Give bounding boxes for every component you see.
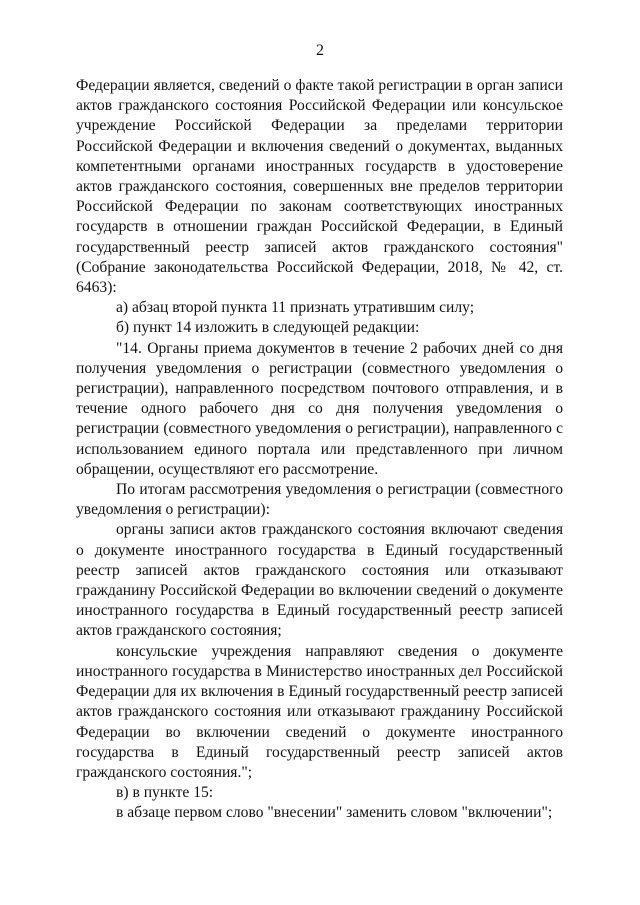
page-number: 2 [316,42,324,59]
paragraph-clause-14: "14. Органы приема документов в течение 2 рабочих дней со дня получения уведомления о регистрации (совместного уведомления о регистрации), направленного посредством почтового отправления, и в течение одного рабочего дня со дня получения уведомления о регистрации (совместного уведомления о регистрации), направленного с использованием единого портала или представленного при личном обращении, осуществляют его рассмотрение. [76,339,563,478]
paragraph-item-a: а) абзац второй пункта 11 признать утратившим силу; [116,299,475,317]
paragraph-consular-offices: консульские учреждения направляют сведения о документе иностранного государства в Министерство иностранных дел Российской Федерации для их включения в Единый государственный реестр записей актов гражданского состояния или отказывают гражданину Российской Федерации во включении сведений о документе иностранного государства в Единый государственный реестр записей актов гражданского состояния."; [76,642,563,781]
paragraph-item-b: б) пункт 14 изложить в следующей редакции: [116,319,420,337]
paragraph-civil-registry-bodies: органы записи актов гражданского состояния включают сведения о документе иностранного государства в Единый государственный реестр записей актов гражданского состояния или отказывают гражданину Российской Федерации во включении сведений о документе иностранного государства в Единый государственный реестр записей актов гражданского состояния; [76,521,563,640]
document-body [76,76,563,824]
paragraph-continuation: Федерации является, сведений о факте такой регистрации в орган записи актов гражданского состояния Российской Федерации или консульское учреждение Российской Федерации за пределами территории Российской Федерации и включения сведений о документах, выданных компетентными органами иностранных государств в удостоверение актов гражданского состояния, совершенных вне пределов территории Российской Федерации по законам соответствующих иностранных государств в отношении граждан Российской Федерации, в Единый государственный реестр записей актов гражданского состояния" (Собрание законодательства Российской Федерации, 2018, № 42, ст. 6463): [76,77,563,297]
paragraph-item-c: в) в пункте 15: [116,784,214,802]
paragraph-first-subparagraph: в абзаце первом слово "внесении" заменить словом "включении"; [116,804,553,822]
paragraph-review-results: По итогам рассмотрения уведомления о регистрации (совместного уведомления о регистрации): [76,481,563,519]
